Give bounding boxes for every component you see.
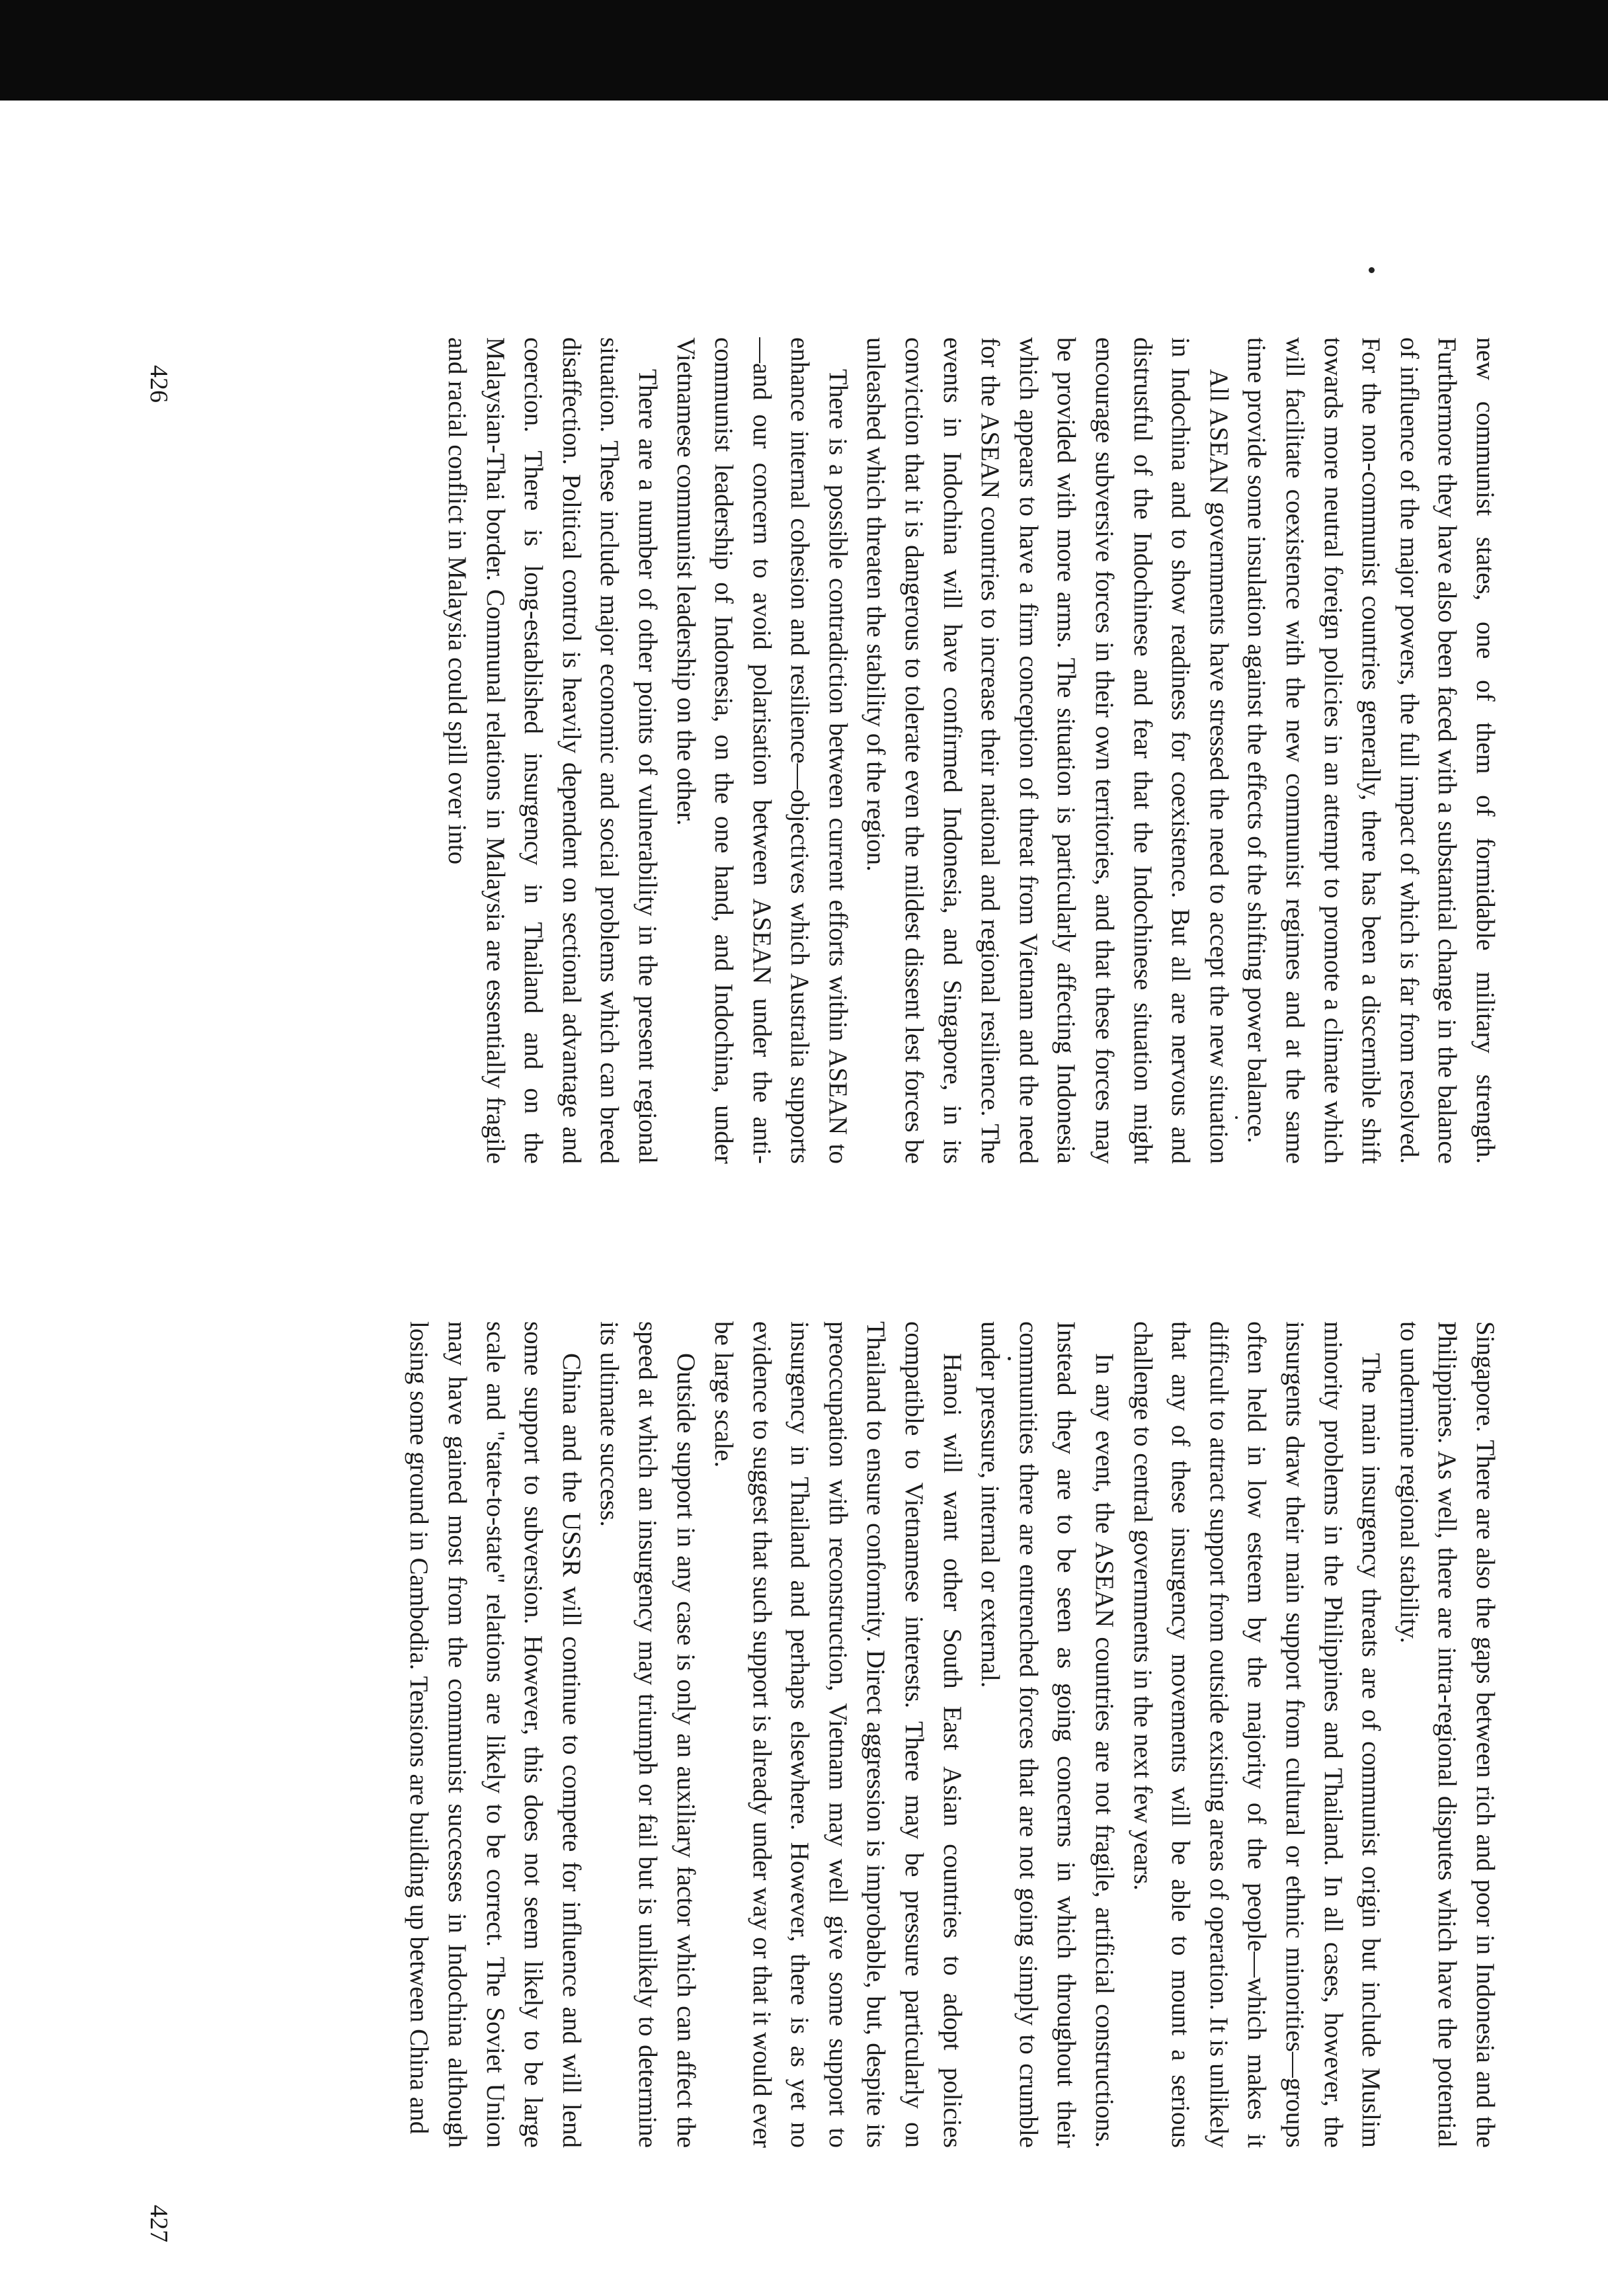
- left-paragraph-2: All ASEAN governments have stressed the need to accept the new situation in Indochina and to show readiness for coexistence. But all are nervous and distrustful of the Indochinese and fear that the Indochinese situation might encourage subversive forces in their own territories, and that these forces may be provided with more arms. The situation is particularly affecting Indonesia which appears to have a firm conception of threat from Vietnam and the need for the ASEAN countries to increase their national and regional resilience. The events in Indochina will have confirmed Indonesia, and Singapore, in its conviction that it is dangerous to tolerate even the mildest dissent lest forces be unleashed which threaten the stability of the region.: [862, 337, 1233, 1164]
- left-paragraph-4: There are a number of other points of vulnerability in the present regional situation. These include major economic and social problems which can breed disaffection. Political control is heavily dependent on sectional advantage and coercion. There is long-established insurgency in Thailand and on the Malaysian-Thai border. Communal relations in Malaysia are essentially fragile and racial conflict in Malaysia could spill over into: [442, 337, 662, 1164]
- left-page-body: [438, 337, 1504, 1164]
- right-page-number: 427: [145, 2205, 173, 2242]
- right-paragraph-3: In any event, the ASEAN countries are not fragile, artificial constructions. Instead they are to be seen as going concerns in which throughout their communities there are entrenched forces that are not going simply to crumble under pressure, internal or external.: [976, 1321, 1119, 2148]
- right-paragraph-1: Singapore. There are also the gaps between rich and poor in Indonesia and the Philippines. As well, there are intra-regional disputes which have the potential to undermine regional stability.: [1394, 1321, 1500, 2148]
- right-paragraph-5: Outside support in any case is only an auxiliary factor which can affect the speed at which an insurgency may triumph or fail but is unlikely to determine its ultimate success.: [595, 1321, 700, 2148]
- right-page: [228, 1321, 1504, 2148]
- right-paragraph-4: Hanoi will want other South East Asian countries to adopt policies compatible to Vietnamese interests. There may be pressure particularly on Thailand to ensure conformity. Direct aggression is improbable, but, despite its preoccupation with reconstruction, Vietnam may well give some support to insurgency in Thailand and perhaps elsewhere. However, there is as yet no evidence to suggest that such support is already under way or that it would ever be large scale.: [709, 1321, 967, 2148]
- right-paragraph-2: The main insurgency threats are of communist origin but include Muslim minority problems in the Philippines and Thailand. In all cases, however, the insurgents draw their main support from cultural or ethnic minorities—groups often held in low esteem by the majority of the people—which makes it difficult to attract support from outside existing areas of operation. It is unlikely that any of these insurgency movements will be able to mount a serious challenge to central governments in the next few years.: [1128, 1321, 1386, 2148]
- right-paragraph-6: China and the USSR will continue to compete for influence and will lend some support to subversion. However, this does not seem likely to be large scale and "state-to-state" relations are likely to be correct. The Soviet Union may have gained most from the communist successes in Indochina although losing some ground in Cambodia. Tensions are building up between China and: [405, 1321, 586, 2148]
- left-paragraph-3: There is a possible contradiction between current efforts within ASEAN to enhance internal cohesion and resilience—objectives which Australia supports—and our concern to avoid polarisation between ASEAN under the anti-communist leadership of Indonesia, on the one hand, and Indochina, under Vietnamese communist leadership on the other.: [671, 337, 852, 1164]
- right-page-body: [400, 1321, 1504, 2148]
- scan-speck: [1369, 267, 1375, 273]
- scan-edge-shadow: [0, 0, 1608, 101]
- left-page: [228, 337, 1504, 1164]
- left-paragraph-1: new communist states, one of them of formidable military strength. Furthermore they have also been faced with a substantial change in the balance of influence of the major powers, the full impact of which is far from resolved. For the non-communist countries generally, there has been a discernible shift towards more neutral foreign policies in an attempt to promote a climate which will facilitate coexistence with the new communist regimes and at the same time provide some insulation against the effects of the shifting power balance.: [1242, 337, 1500, 1164]
- left-page-number: 426: [145, 365, 173, 403]
